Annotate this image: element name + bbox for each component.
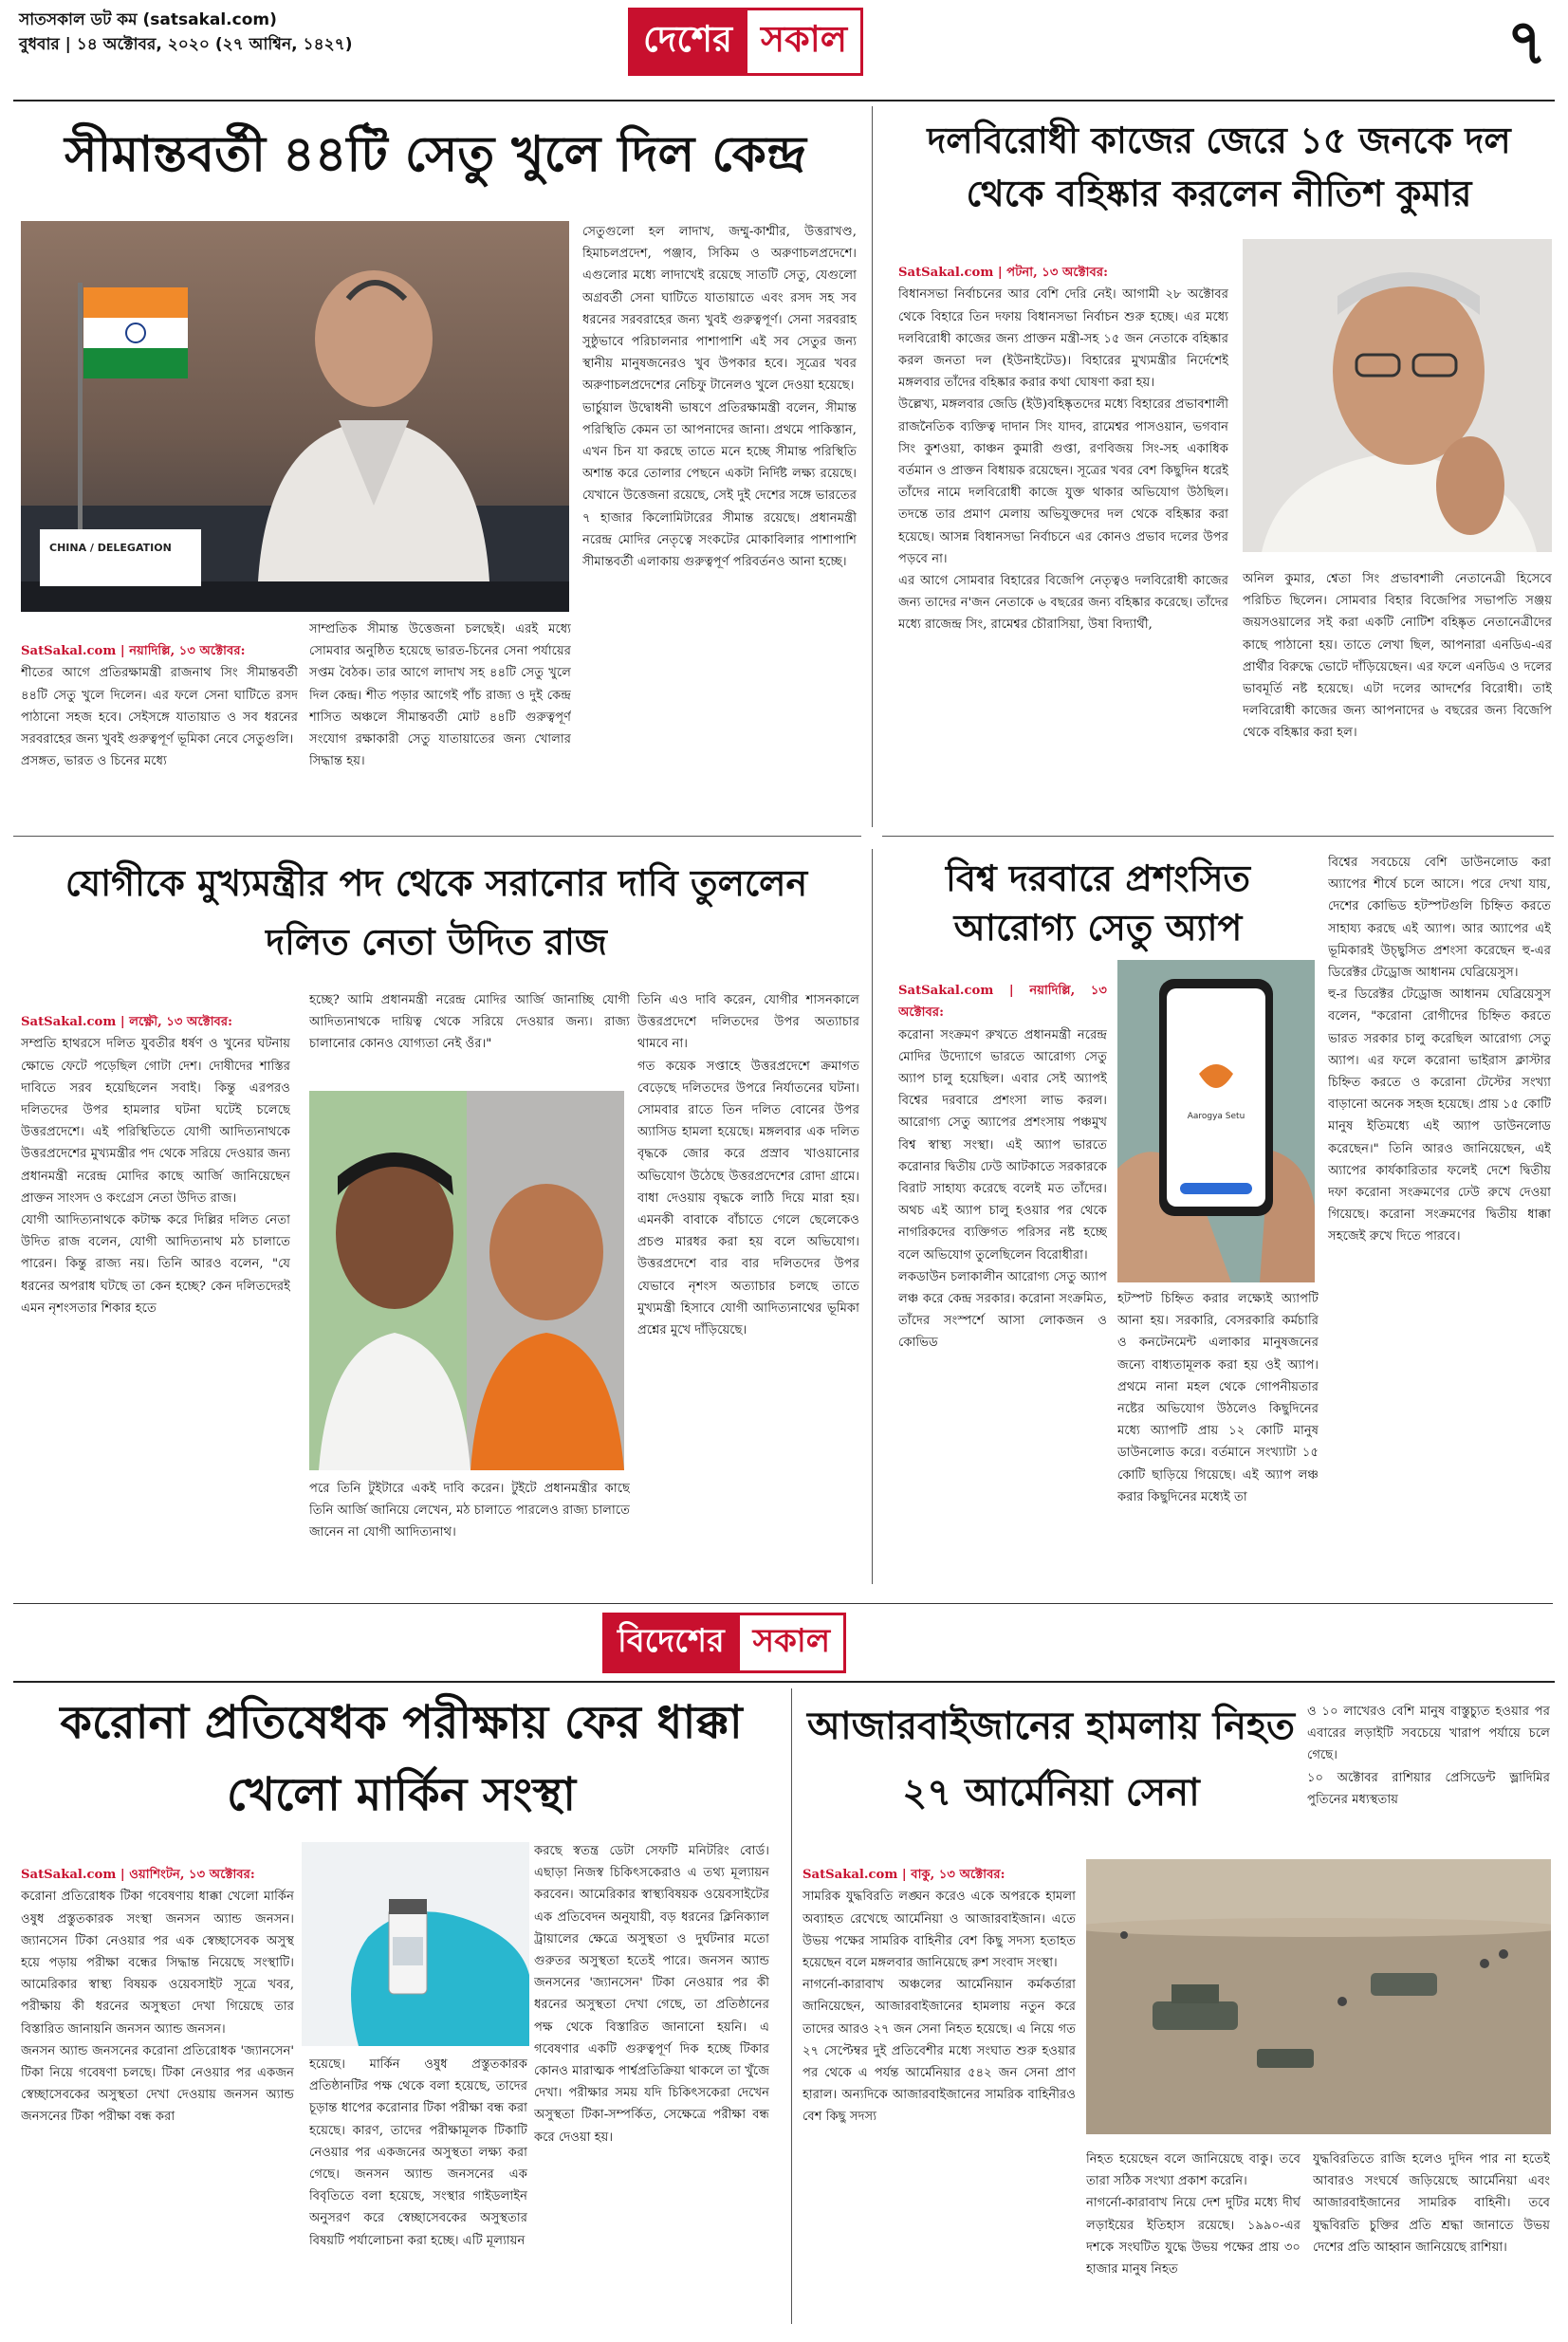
a5-photo-art bbox=[302, 1842, 529, 2046]
a5-dateline: SatSakal.com | ওয়াশিংটন, ১৩ অক্টোবর: bbox=[21, 1868, 255, 1883]
a6-side-top: ও ১০ লাখেরও বেশি মানুষ বাস্তুচ্যুত হওয়ার পর এবারের লড়াইটি সবচেয়ে খারাপ পর্যায়ে চলে গেছে। ১০ অক্টোবর রাশিয়ার প্রেসিডেন্ট ভ্লাদিমির পুতিনের মধ্যস্থতায় bbox=[1307, 1705, 1550, 1807]
a6-col-2-bottom: নিহত হয়েছেন বলে জানিয়েছে বাকু। তবে তারা সঠিক সংখ্যা প্রকাশ করেনি। নাগর্নো-কারাবাখ নিয়ে দেশ দুটির মধ্যে দীর্ঘ লড়াইয়ের ইতিহাস রয়েছে। ১৯৯০-এর দশকে সংঘটিত যুদ্ধে উভয় পক্ষের প্রায় ৩০ হাজার মানুষ নিহত bbox=[1086, 2152, 1301, 2277]
a5-col-2-bottom: হয়েছে। মার্কিন ওষুধ প্রস্তুতকারক প্রতিষ্ঠানটির পক্ষ থেকে বলা হয়েছে, তাদের চূড়ান্ত ধাপের করোনার টিকা পরীক্ষা বন্ধ করা হয়েছে। কারণ, তাদের পরীক্ষামূলক টিকাটি নেওয়ার পর একজনের অসুস্থতা লক্ষ্য করা গেছে। জনসন অ্যান্ড জনসনের এক বিবৃতিতে বলা হয়েছে, সংস্থার গাইডলাইন অনুসরণ করে স্বেচ্ছাসেবকের অসুস্থতার বিষয়টি পর্যালোচনা করা হচ্ছে। এটি মূল্যায়ন bbox=[309, 2057, 527, 2248]
a5-col-1 bbox=[21, 1842, 294, 2326]
a2-col-2: অনিল কুমার, শ্বেতা সিং প্রভাবশালী নেতানেত্রী হিসেবে পরিচিত ছিলেন। সোমবার বিহার বিজেপির সভাপতি সঞ্জয় জয়সওয়ালের সই করা একটি নোটিশ বহিষ্কৃত নেতানেত্রীদের কাছে পাঠানো হয়। তাতে লেখা ছিল, আপনারা এনডিএ-এর প্রার্থীর বিরুদ্ধে ভোটে দাঁড়িয়েছেন। এর ফলে এনডিএ ও দলের ভাবমূর্তি নষ্ট হয়েছে। এটা দলের আদর্শের বিরোধী। তাই দলবিরোধী কাজের জন্য আপনাদের ৬ বছরের জন্য বিজেপি থেকে বহিষ্কার করা হল। bbox=[1243, 572, 1552, 741]
a6-photo-art bbox=[1086, 1859, 1551, 2134]
a4-photo-art bbox=[1117, 960, 1315, 1282]
a1-photo-caption: CHINA / DELEGATION bbox=[49, 542, 172, 554]
a5-headline: করোনা প্রতিষেধক পরীক্ষায় ফের ধাক্কা খেলো মার্কিন সংস্থা bbox=[60, 1696, 743, 1821]
a2-dateline: SatSakal.com | পটনা, ১৩ অক্টোবর: bbox=[898, 266, 1108, 281]
site-name: সাতসকাল ডট কম (satsakal.com) bbox=[19, 10, 277, 29]
a5-col-1-text: করোনা প্রতিরোধক টিকা গবেষণায় ধাক্কা খেলো মার্কিন ওষুধ প্রস্তুতকারক সংস্থা জনসন অ্যান্ড জনসন। জ্যানসেন টিকা নেওয়ার পর এক স্বেচ্ছাসেবক অসুস্থ হয়ে পড়ায় পরীক্ষা বন্ধের সিদ্ধান্ত নিয়েছে সংস্থাটি। আমেরিকার স্বাস্থ্য বিষয়ক ওয়েবসাইট সূত্রে খবর, পরীক্ষায় কী ধরনের অসুস্থতা দেখা গিয়েছে তার বিস্তারিত জানায়নি জনসন অ্যান্ড জনসন। জনসন অ্যান্ড জনসনের করোনা প্রতিরোধক 'জ্যানসেন' টিকা নিয়ে গবেষণা চলছে। টিকা নেওয়ার পর একজন স্বেচ্ছাসেবকের অসুস্থতা দেখা দেওয়ায় জনসন অ্যান্ড জনসনের টিকা পরীক্ষা বন্ধ করা bbox=[21, 1890, 294, 2125]
a6-col-3: যুদ্ধবিরতিতে রাজি হলেও দুদিন পার না হতেই আবারও সংঘর্ষে জড়িয়েছে আর্মেনিয়া এবং আজারবাইজানের সামরিক বাহিনী। তবে যুদ্ধবিরতি চুক্তির প্রতি শ্রদ্ধা জানাতে উভয় দেশের প্রতি আহ্বান জানিয়েছে রাশিয়া। bbox=[1313, 2152, 1550, 2255]
foreign-masthead bbox=[602, 1613, 846, 1673]
a2-col-1 bbox=[898, 240, 1228, 825]
a1-col-2: সাম্প্রতিক সীমান্ত উত্তেজনা চলছেই। এরই মধ্যে সোমবার অনুষ্ঠিত হয়েছে ভারত-চিনের সেনা পর্যায়ের সপ্তম বৈঠক। তার আগে লাদাখ সহ ৪৪টি সেতু খুলে দিল কেন্দ্র। শীত পড়ার আগেই পাঁচ রাজ্য ও দুই কেন্দ্র শাসিত অঞ্চলে সীমান্তবর্তী মোট ৪৪টি গুরুত্বপূর্ণ সংযোগ রক্ষাকারী সেতু যাতায়াতের জন্য খোলার সিদ্ধান্ত হয়। bbox=[309, 622, 571, 769]
a6-col-1 bbox=[802, 1842, 1076, 2326]
mid-rule-1 bbox=[13, 836, 861, 837]
a2-col-1-text: বিধানসভা নির্বাচনের আর বেশি দেরি নেই। আগামী ২৮ অক্টোবর থেকে বিহারে তিন দফায় বিধানসভা নির্বাচন শুরু হচ্ছে। এর মধ্যে দলবিরোধী কাজের জন্য প্রাক্তন মন্ত্রী-সহ ১৫ জন নেতাকে বহিষ্কার করল জনতা দল (ইউনাইটেড)। বিহারের মুখ্যমন্ত্রীর নির্দেশেই মঙ্গলবার তাঁদের বহিষ্কার করার কথা ঘোষণা করা হয়। উল্লেখ্য, মঙ্গলবার জেডি (ইউ)বহিষ্কৃতদের মধ্যে বিহারের প্রভাবশালী রাজনৈতিক ব্যক্তিত্ব দাদান সিং যাদব, রামেশ্বর পাসওয়ান, ভগবান সিং কুশওয়া, কাঞ্চন কুমারী গুপ্তা, রণবিজয় সিং-সহ একাধিক বর্তমান ও প্রাক্তন বিধায়ক রয়েছেন। সূত্রের খবর বেশ কিছুদিন ধরেই তাঁদের নামে দলবিরোধী কাজে যুক্ত থাকার অভিযোগ উঠছিল। তদন্তে তার প্রমাণ মেলায় অভিযুক্তদের দল থেকে বহিষ্কার করা হয়েছে। আসন্ন বিধানসভা নির্বাচনে এর কোনও প্রভাব দলের উপর পড়বে না। এর আগে সোমবার বিহারের বিজেপি নেতৃত্বও দলবিরোধী কাজের জন্য তাদের ন'জন নেতাকে ৬ বছরের জন্য বহিষ্কার করেছে। তাঁদের মধ্যে রাজেন্দ্র সিং, রামেশ্বর চৌরাসিয়া, উষা বিদ্যার্থী, bbox=[898, 287, 1228, 633]
section-masthead bbox=[628, 8, 863, 76]
a4-col-1 bbox=[898, 958, 1107, 1584]
a6-dateline: SatSakal.com | বাকু, ১৩ অক্টোবর: bbox=[802, 1868, 1005, 1883]
a5-col-3: করছে স্বতন্ত্র ডেটা সেফটি মনিটরিং বোর্ড। এছাড়া নিজস্ব চিকিৎসকেরাও এ তথ্য মূল্যায়ন করবেন। আমেরিকার স্বাস্থ্যবিষয়ক ওয়েবসাইটের এক প্রতিবেদন অনুযায়ী, বড় ধরনের ক্লিনিক্যাল ট্রায়ালের ক্ষেত্রে অসুস্থতা ও দুর্ঘটনার মতো গুরুতর অসুস্থতা হতেই পারে। জনসন অ্যান্ড জনসনের 'জ্যানসেন' টিকা নেওয়ার পর কী ধরনের অসুস্থতা দেখা গেছে, তা প্রতিষ্ঠানের পক্ষ থেকে বিস্তারিত জানানো হয়নি। এ গবেষণার একটি গুরুত্বপূর্ণ দিক হচ্ছে টিকার কোনও মারাত্মক পার্শ্বপ্রতিক্রিয়া থাকলে তা খুঁজে দেখা। পরীক্ষার সময় যদি চিকিৎসকেরা দেখেন অসুস্থতা টিকা-সম্পর্কিত, সেক্ষেত্রে পরীক্ষা বন্ধ করে দেওয়া হয়। bbox=[534, 1844, 769, 2145]
a3-headline: যোগীকে মুখ্যমন্ত্রীর পদ থেকে সরানোর দাবি তুললেন দলিত নেতা উদিত রাজ bbox=[65, 862, 808, 963]
a3-col-2-top: হচ্ছে? আমি প্রধানমন্ত্রী নরেন্দ্র মোদির আর্জি জানাচ্ছি যোগী আদিত্যনাথকে দায়িত্ব থেকে সরিয়ে দেওয়ার জন্য। রাজ্য চালানোর কোনও যোগ্যতা নেই ওঁর।" bbox=[309, 993, 630, 1052]
a4-phone-label: Aarogya Setu bbox=[1187, 1112, 1245, 1121]
a3-col-2-bottom: পরে তিনি টুইটারে একই দাবি করেন। টুইটে প্রধানমন্ত্রীর কাছে তিনি আর্জি জানিয়ে লেখেন, মঠ চালাতে পারলেও রাজ্য চালাতে জানেন না যোগী আদিত্যনাথ। bbox=[309, 1482, 630, 1540]
a4-headline: বিশ্ব দরবারে প্রশংসিত আরোগ্য সেতু অ্যাপ bbox=[945, 858, 1251, 949]
a3-photo-art bbox=[309, 1091, 624, 1470]
a4-photo bbox=[1117, 960, 1315, 1282]
a1-headline: সীমান্তবর্তী ৪৪টি সেতু খুলে দিল কেন্দ্র bbox=[65, 126, 806, 183]
a3-col-1 bbox=[21, 989, 290, 1587]
a6-photo bbox=[1086, 1859, 1551, 2134]
a3-dateline: SatSakal.com | লক্ষ্ণৌ, ১৩ অক্টোবর: bbox=[21, 1015, 233, 1030]
a6-col-1-text: সামরিক যুদ্ধবিরতি লঙ্ঘন করেও একে অপরকে হামলা অব্যাহত রেখেছে আর্মেনিয়া ও আজারবাইজান। এতে উভয় পক্ষের সামরিক বাহিনীর বেশ কিছু সদস্য হতাহত হয়েছেন বলে মঙ্গলবার জানিয়েছে রুশ সংবাদ সংস্থা। নাগর্নো-কারাবাখ অঞ্চলের আর্মেনিয়ান কর্মকর্তারা জানিয়েছেন, আজারবাইজানের হামলায় নতুন করে তাদের আরও ২৭ জন সেনা নিহত হয়েছে। এ নিয়ে গত ২৭ সেপ্টেম্বর দুই প্রতিবেশীর মধ্যে সংঘাত শুরু হওয়ার পর থেকে এ পর্যন্ত আর্মেনিয়ার ৫৪২ জন সেনা প্রাণ হারাল। অন্যদিকে আজারবাইজানের সামরিক বাহিনীরও বেশ কিছু সদস্য bbox=[802, 1890, 1076, 2125]
a4-col-1-text: করোনা সংক্রমণ রুখতে প্রধানমন্ত্রী নরেন্দ্র মোদির উদ্যোগে ভারতে আরোগ্য সেতু অ্যাপ চালু হয়েছিল। এবার সেই অ্যাপই বিশ্বের দরবারে প্রশংসা লাভ করল। আরোগ্য সেতু অ্যাপের প্রশংসায় পঞ্চমুখ বিশ্ব স্বাস্থ্য সংস্থা। এই অ্যাপ ভারতে করোনার দ্বিতীয় ঢেউ আটকাতে সরকারকে বিরাট সাহায্য করেছে বলেই মত তাঁদের। অথচ এই অ্যাপ চালু হওয়ার পর থেকে নাগরিকদের ব্যক্তিগত পরিসর নষ্ট হচ্ছে বলে অভিযোগ তুলেছিলেন বিরোধীরা। লকডাউন চলাকালীন আরোগ্য সেতু অ্যাপ লঞ্চ করে কেন্দ্র সরকার। করোনা সংক্রমিত, তাঁদের সংস্পর্শে আসা লোকজন ও কোভিড bbox=[898, 1027, 1107, 1351]
page-number: ৭ bbox=[1506, 6, 1547, 79]
a1-photo bbox=[21, 221, 569, 612]
a4-col-2-bottom: হটস্পট চিহ্নিত করার লক্ষ্যেই অ্যাপটি আনা হয়। সরকারি, বেসরকারি কর্মচারি ও কনটেনমেন্ট এলাকার মানুষজনের জন্যে বাধ্যতামূলক করা হয় ওই অ্যাপ। প্রথমে নানা মহল থেকে গোপনীয়তার নষ্টের অভিযোগ উঠলেও কিছুদিনের মধ্যে অ্যাপটি প্রায় ১২ কোটি মানুষ ডাউনলোড করে। বর্তমানে সংখ্যাটা ১৫ কোটি ছাড়িয়ে গিয়েছে। এই অ্যাপ লঞ্চ করার কিছুদিনের মধ্যেই তা bbox=[1117, 1292, 1319, 1504]
a3-col-1-text: সম্প্রতি হাথরসে দলিত যুবতীর ধর্ষণ ও খুনের ঘটনায় ক্ষোভে ফেটে পড়েছিল গোটা দেশ। দোষীদের শাস্তির দাবিতে সরব হয়েছিলেন সবাই। কিন্তু এরপরও দলিতদের উপর হামলার ঘটনা ঘটেই চলেছে উত্তরপ্রদেশে। এই পরিস্থিতিতে যোগী আদিত্যনাথকে উত্তরপ্রদেশের মুখ্যমন্ত্রীর পদ থেকে সরিয়ে দেওয়ার জন্য প্রধানমন্ত্রী নরেন্দ্র মোদির কাছে আর্জি জানিয়েছেন প্রাক্তন সাংসদ ও কংগ্রেস নেতা উদিত রাজ। যোগী আদিত্যনাথকে কটাক্ষ করে দিল্লির দলিত নেতা উদিত রাজ বলেন, যোগী আদিত্যনাথ মঠ চালাতে পারেন। কিন্তু রাজ্য নয়। তিনি আরও বলেন, "যে ধরনের অপরাধ ঘটছে তা কেন হচ্ছে? কেন দলিতদেরই এমন নৃশংসতার শিকার হতে bbox=[21, 1037, 290, 1316]
a1-col-1-text: শীতের আগে প্রতিরক্ষামন্ত্রী রাজনাথ সিং সীমান্তবর্তী ৪৪টি সেতু খুলে দিলেন। এর ফলে সেনা ঘাটিতে রসদ পাঠানো সহজ হবে। সেইসঙ্গে যাতায়াত ও সব ধরনের সরবরাহের জন্য খুবই গুরুত্বপূর্ণ ভূমিকা নেবে সেতুগুলি। প্রসঙ্গত, ভারত ও চিনের মধ্যে bbox=[21, 666, 298, 769]
a1-col-3: সেতুগুলো হল লাদাখ, জম্মু-কাশ্মীর, উত্তরাখণ্ড, হিমাচলপ্রদেশ, পঞ্জাব, সিকিম ও অরুণাচলপ্রদেশে। এগুলোর মধ্যে লাদাখেই রয়েছে সাতটি সেতু, যেগুলো অগ্রবর্তী সেনা ঘাটিতে যাতায়াতে এবং রসদ সহ সব ধরনের সরবরাহের জন্য খুবই গুরুত্বপূর্ণ। সেনা সরবরাহ সুষ্ঠুভাবে পরিচালনার পাশাপাশি এই সব সেতুর জন্য স্থানীয় মানুষজনেরও খুব উপকার হবে। সূত্রের খবর অরুণাচলপ্রদেশের নেচিফু টানেলও খুলে দেওয়া হয়েছে। ভার্চুয়াল উদ্বোধনী ভাষণে প্রতিরক্ষামন্ত্রী বলেন, সীমান্ত পরিস্থিতি কেমন তা আপনাদের জানা। প্রথমে পাকিস্তান, এখন চিন যা করছে তাতে মনে হচ্ছে সীমান্ত পরিস্থিতি অশান্ত করে তোলার পেছনে একটা নির্দিষ্ট লক্ষ্য রয়েছে। যেখানে উত্তেজনা রয়েছে, সেই দুই দেশের সঙ্গে ভারতের ৭ হাজার কিলোমিটারের সীমান্ত রয়েছে। প্রধানমন্ত্রী নরেন্দ্র মোদির নেতৃত্বে সংকটের মোকাবিলার পাশাপাশি সীমান্তবর্তী এলাকায় গুরুত্বপূর্ণ পরিবর্তনও আনা হচ্ছে। bbox=[582, 225, 857, 570]
a1-dateline: SatSakal.com | নয়াদিল্লি, ১৩ অক্টোবর: bbox=[21, 644, 246, 659]
issue-date: বুধবার | ১৪ অক্টোবর, ২০২০ (২৭ আশ্বিন, ১৪২৭) bbox=[19, 35, 353, 54]
foreign-underline bbox=[13, 1681, 1555, 1683]
a2-photo bbox=[1243, 239, 1552, 552]
section-label-white: সকাল bbox=[747, 8, 863, 76]
foreign-rule-left bbox=[13, 1603, 1553, 1604]
foreign-label-white: সকাল bbox=[740, 1613, 846, 1673]
mid-rule-2 bbox=[882, 836, 1554, 837]
top-rule bbox=[13, 100, 1555, 101]
a2-photo-art bbox=[1243, 239, 1552, 552]
a5-photo bbox=[302, 1842, 529, 2046]
divider-bottom bbox=[791, 1688, 792, 2324]
a3-col-3: তিনি এও দাবি করেন, যোগীর শাসনকালে উত্তরপ্রদেশে দলিতদের উপর অত্যাচার থামবে না। গত কয়েক সপ্তাহে উত্তরপ্রদেশে ক্রমাগত বেড়েছে দলিতদের উপরে নির্যাতনের ঘটনা। সোমবার রাতে তিন দলিত বোনের উপর অ্যাসিড হামলা হয়েছে। মঙ্গলবার এক দলিত বৃদ্ধকে জোর করে প্রস্রাব খাওয়ানোর অভিযোগ উঠেছে উত্তরপ্রদেশের রোদা গ্রামে। বাধা দেওয়ায় বৃদ্ধকে লাঠি দিয়ে মারা হয়। এমনকী বাবাকে বাঁচাতে গেলে ছেলেকেও প্রচণ্ড মারধর করা হয় বলে অভিযোগ। উত্তরপ্রদেশে বার বার দলিতদের উপর যেভাবে নৃশংস অত্যাচার চলছে তাতে মুখ্যমন্ত্রী হিসাবে যোগী আদিত্যনাথের ভূমিকা প্রশ্নের মুখে দাঁড়িয়েছে। bbox=[637, 993, 859, 1338]
a4-dateline: SatSakal.com | নয়াদিল্লি, ১৩ অক্টোবর: bbox=[898, 984, 1107, 1021]
a4-col-3: বিশ্বের সবচেয়ে বেশি ডাউনলোড করা অ্যাপের শীর্ষে চলে আসে। পরে দেখা যায়, দেশের কোভিড হটস্পটগুলি চিহ্নিত করতে সাহায্য করছে এই অ্যাপ। আর অ্যাপের এই ভূমিকারই উচ্ছ্বসিত প্রশংসা করেছেন হু-এর ডিরেক্টর টেড্রোজ আধানম ঘেব্রিয়েসুস। হু-র ডিরেক্টর টেড্রোজ আধানম ঘেব্রিয়েসুস বলেন, "করোনা রোগীদের চিহ্নিত করতে ভারত সরকার চালু করেছিল আরোগ্য সেতু অ্যাপ। এর ফলে করোনা ভাইরাস ক্লাস্টার চিহ্নিত করতে ও করোনা টেস্টের সংখ্যা বাড়ানো অনেক সহজ হয়েছে। প্রায় ১৫ কোটি মানুষ ইতিমধ্যে এই অ্যাপ ডাউনলোড করেছেন।" তিনি আরও জানিয়েছেন, এই অ্যাপের কার্যকারিতার ফলেই দেশে দ্বিতীয় দফা করোনা সংক্রমণের ঢেউ রুখে দেওয়া গিয়েছে। করোনা সংক্রমণের দ্বিতীয় ধাক্কা সহজেই রুখে দিতে পারবে। bbox=[1328, 856, 1551, 1245]
a3-photo bbox=[309, 1091, 624, 1470]
a6-headline: আজারবাইজানের হামলায় নিহত ২৭ আর্মেনিয়া সেনা bbox=[806, 1705, 1296, 1815]
section-label-red: দেশের bbox=[628, 8, 747, 76]
a2-headline: দলবিরোধী কাজের জেরে ১৫ জনকে দল থেকে বহিষ্কার করলেন নীতিশ কুমার bbox=[927, 120, 1511, 214]
a1-col-1 bbox=[21, 618, 298, 799]
divider-mid bbox=[872, 849, 873, 1584]
divider-top bbox=[872, 106, 873, 827]
foreign-label-red: বিদেশের bbox=[602, 1613, 740, 1673]
